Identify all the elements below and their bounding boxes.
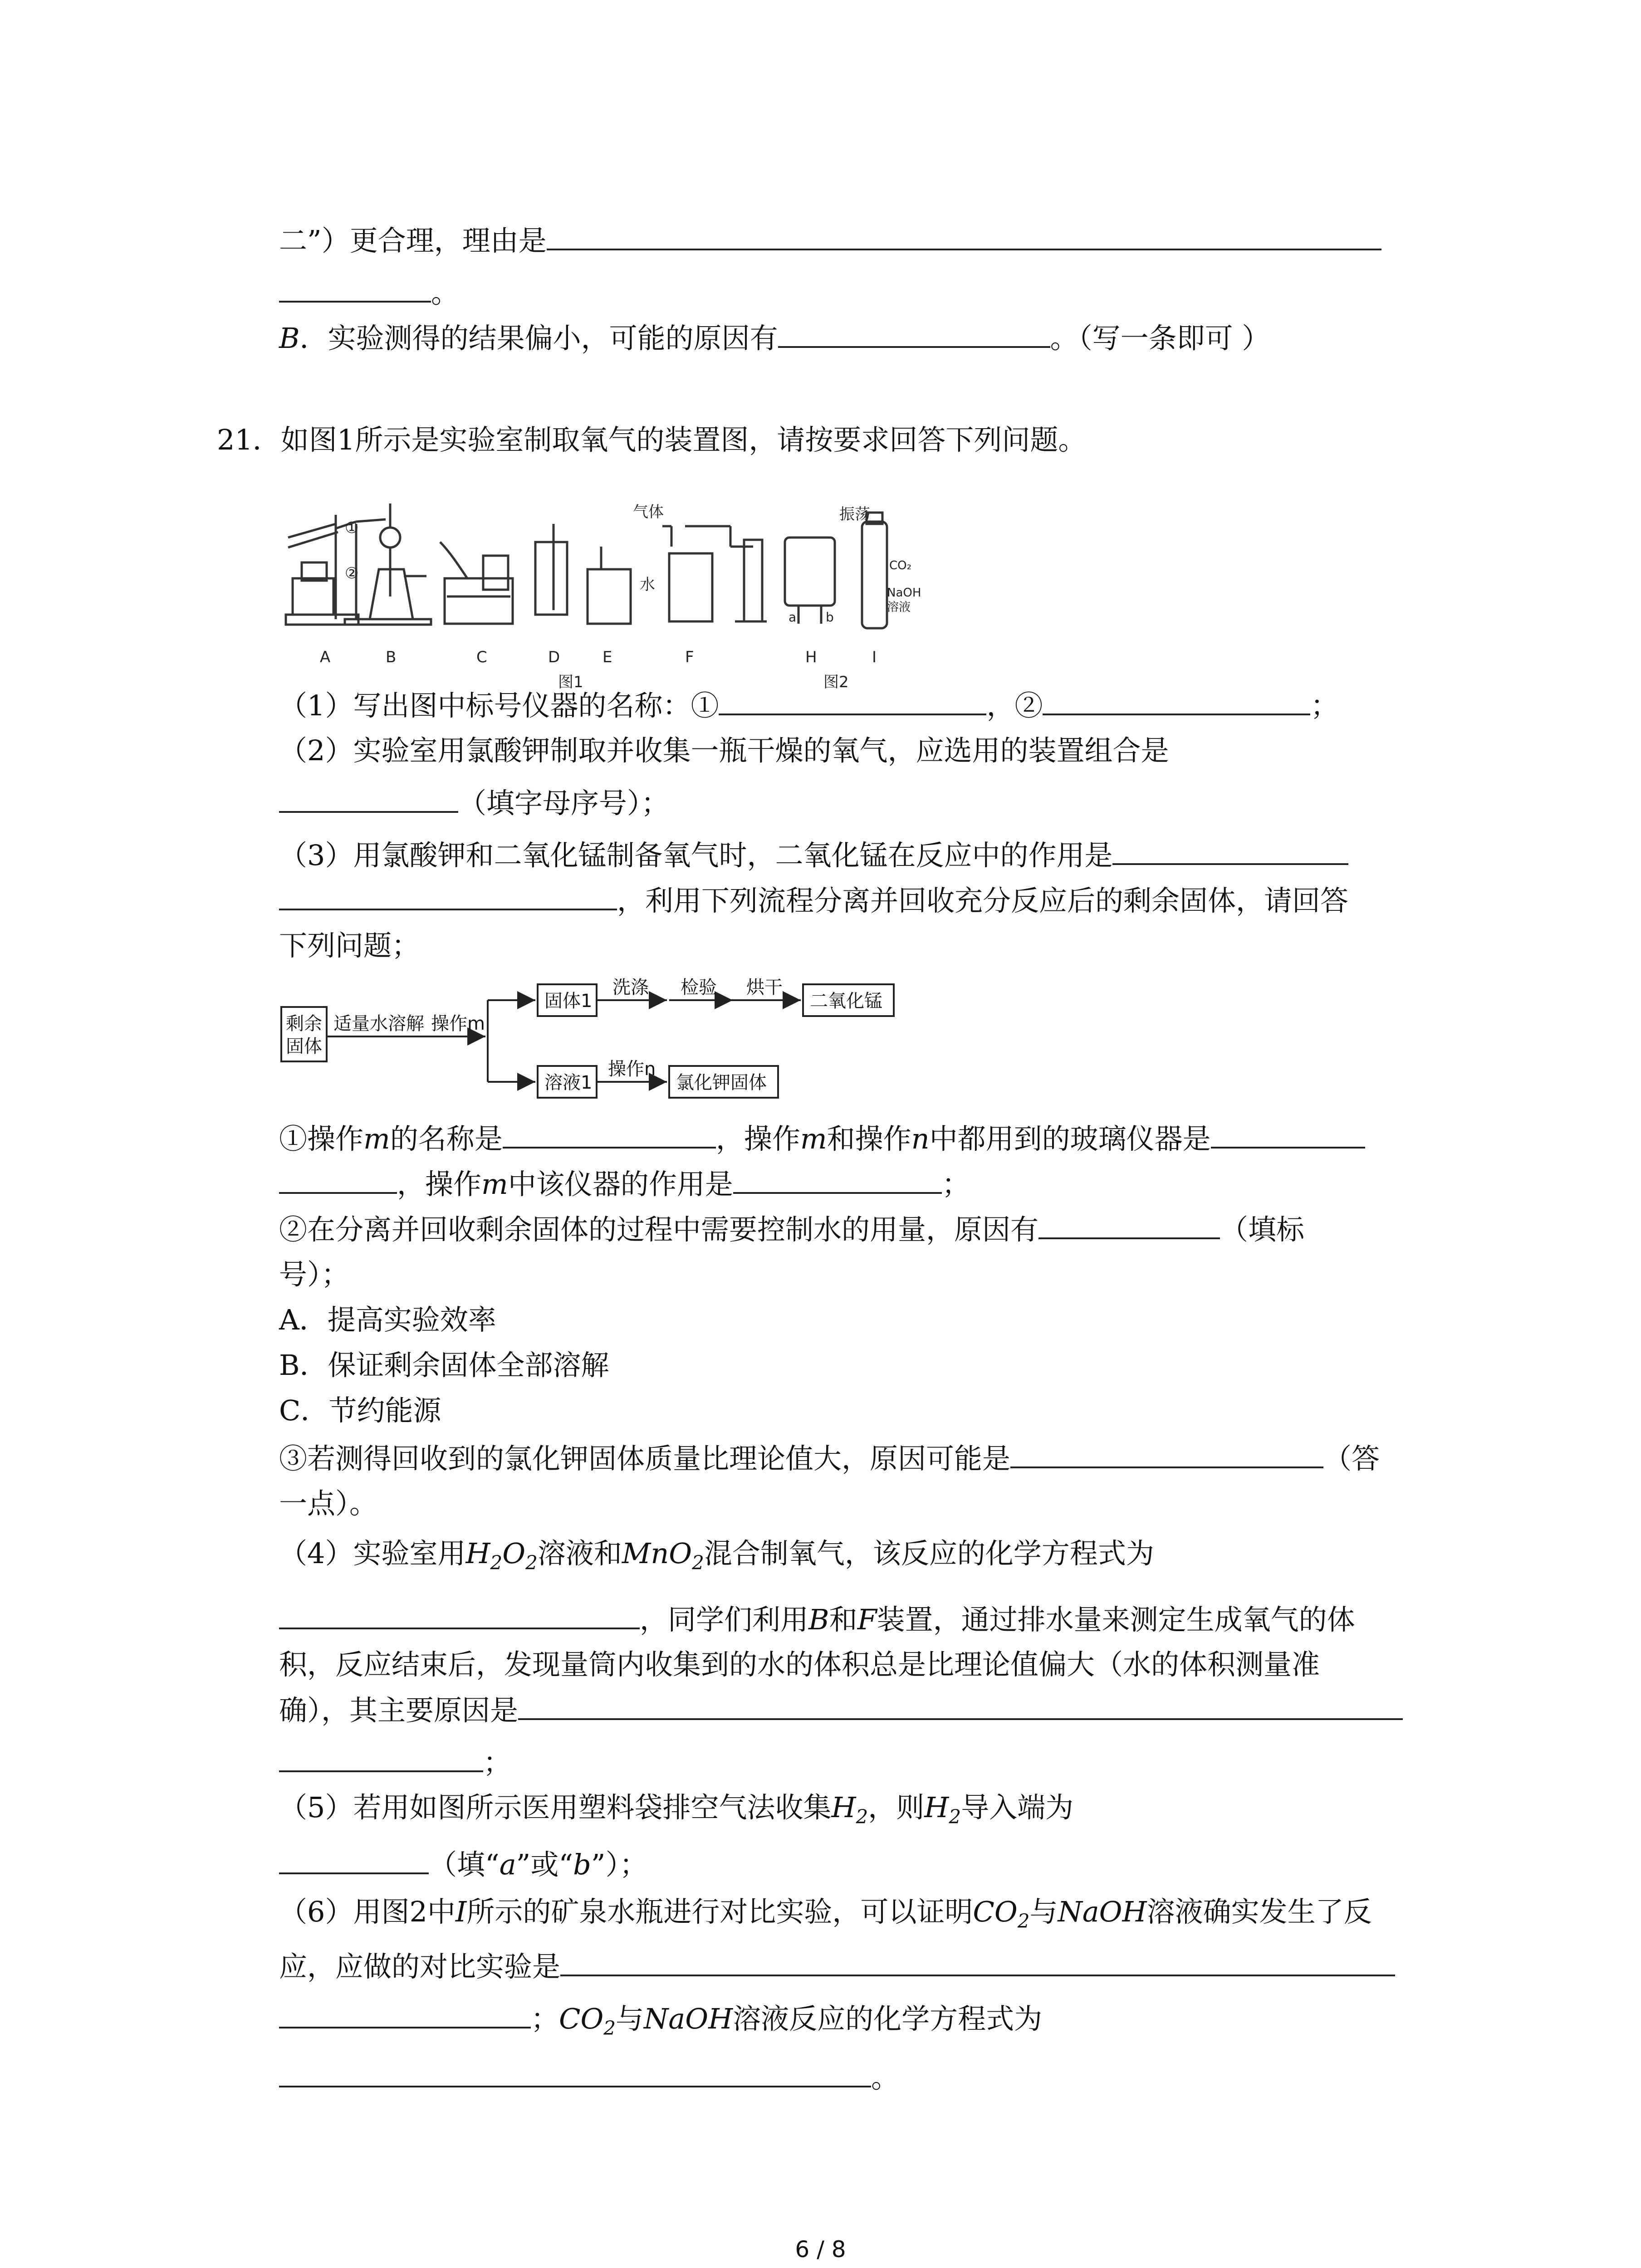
text-line: （5）若用如图所示医用塑料袋排空气法收集$H_2$，则$H_2$导入端为: [279, 1791, 1074, 1828]
flow-solid1: 固体1: [544, 991, 593, 1012]
answer-blank[interactable]: [279, 1744, 483, 1772]
solution-label: 溶液: [887, 601, 911, 614]
text-line: ③若测得回收到的氯化钾固体质量比理论值大，原因可能是 （答: [279, 1440, 1380, 1477]
label-c: C: [476, 648, 487, 666]
answer-blank[interactable]: [547, 222, 1381, 250]
flowchart: [279, 977, 914, 1102]
flow-dry: 烘干: [746, 977, 783, 998]
text-line: （1）写出图中标号仪器的名称：① ，② ；: [279, 687, 1338, 724]
text-line: 应，应做的对比实验是: [279, 1948, 1395, 1985]
apparatus-i: [862, 513, 887, 628]
label-f: F: [685, 648, 694, 666]
co2-label: CO₂: [889, 559, 912, 572]
apparatus-figure: [277, 488, 921, 691]
answer-blank[interactable]: [1112, 837, 1348, 865]
flow-start-2: 固体: [286, 1036, 322, 1057]
flow-op-n: 操作n: [608, 1059, 656, 1080]
answer-blank[interactable]: [279, 1601, 640, 1629]
port-b: b: [826, 610, 834, 625]
answer-blank[interactable]: [279, 1166, 397, 1194]
text-line: 确），其主要原因是: [279, 1692, 1403, 1729]
label-e: E: [603, 648, 612, 666]
answer-blank[interactable]: [719, 687, 986, 715]
apparatus-f: [662, 526, 767, 621]
text-line: （填“a”或“b”）；: [279, 1846, 647, 1883]
flow-start-1: 剩余: [286, 1013, 322, 1034]
gas-label: 气体: [633, 503, 664, 521]
answer-blank[interactable]: [1043, 687, 1310, 715]
text-line: ，利用下列流程分离并回收充分反应后的剩余固体，请回答: [279, 882, 1348, 919]
label-i: I: [872, 648, 877, 666]
text-line: 下列问题；: [279, 929, 420, 962]
text-line: （4）实验室用$H_2O_2$溶液和MnO$_2$混合制氧气，该反应的化学方程式为: [279, 1537, 1154, 1574]
flow-solution1: 溶液1: [544, 1072, 593, 1093]
text-line: 二”）更合理，理由是: [279, 222, 1381, 259]
text-line: ；$CO_2$与NaOH溶液反应的化学方程式为: [279, 2000, 1042, 2046]
text-line: 积，反应结束后，发现量筒内收集到的水的体积总是比理论值偏大（水的体积测量准: [279, 1648, 1320, 1681]
answer-blank[interactable]: [1010, 1440, 1323, 1468]
answer-blank[interactable]: [1038, 1211, 1220, 1239]
shake-label: 振荡: [839, 505, 870, 523]
answer-blank[interactable]: [778, 320, 1050, 348]
answer-blank[interactable]: [560, 1948, 1395, 1976]
flow-check: 检验: [681, 977, 717, 998]
text-line: （3）用氯酸钾和二氧化锰制备氧气时，二氧化锰在反应中的作用是: [279, 837, 1348, 874]
label-d: D: [548, 648, 560, 666]
apparatus-d: [535, 524, 567, 615]
text-line: 。: [279, 274, 459, 311]
text-line: （填字母序号）；: [279, 785, 669, 821]
answer-blank[interactable]: [279, 785, 458, 813]
flow-op-m: 操作m: [431, 1013, 485, 1034]
fig1-caption: 图1: [558, 673, 583, 691]
answer-blank[interactable]: [733, 1166, 942, 1194]
text-line: ①操作m的名称是 ，操作m和操作n中都用到的玻璃仪器是: [279, 1120, 1365, 1157]
text-line: （6）用图2中I所示的矿泉水瓶进行对比实验，可以证明$CO_2$与NaOH溶液确实发生了反: [279, 1895, 1372, 1932]
water-label: 水: [640, 576, 655, 594]
text-line: ；: [279, 1744, 511, 1781]
answer-blank[interactable]: [1211, 1120, 1365, 1149]
page-number: 6 / 8: [795, 2236, 846, 2263]
fig2-caption: 图2: [823, 673, 849, 691]
answer-blank[interactable]: [518, 1692, 1403, 1720]
flow-kcl: 氯化钾固体: [676, 1072, 767, 1093]
answer-blank[interactable]: [279, 1846, 429, 1874]
answer-blank[interactable]: [279, 882, 617, 910]
flow-wash: 洗涤: [612, 977, 649, 998]
label-a: A: [320, 648, 331, 666]
text-line: （2）实验室用氯酸钾制取并收集一瓶干燥的氧气，应选用的装置组合是: [279, 734, 1169, 767]
mark-2: ②: [345, 564, 359, 582]
apparatus-e: [588, 547, 631, 624]
question-title: 21．如图1所示是实验室制取氧气的装置图，请按要求回答下列问题。: [217, 423, 1087, 456]
answer-blank[interactable]: [279, 2000, 531, 2028]
text-line: 号）；: [279, 1258, 350, 1291]
mark-1: ①: [345, 519, 359, 537]
text-line: 一点）。: [279, 1487, 378, 1520]
option-b: B．保证剩余固体全部溶解: [279, 1349, 609, 1382]
answer-blank[interactable]: [279, 2059, 871, 2087]
label-b: B: [386, 648, 397, 666]
text-line: ②在分离并回收剩余固体的过程中需要控制水的用量，原因有 （填标: [279, 1211, 1304, 1248]
text-line: B．实验测得的结果偏小，可能的原因有 。（写一条即可 ）: [279, 320, 1270, 357]
flow-mno2: 二氧化锰: [810, 991, 882, 1012]
text-line: ，操作m中该仪器的作用是 ；: [279, 1166, 970, 1202]
text-line: ，同学们利用B和F装置，通过排水量来测定生成氧气的体: [279, 1601, 1355, 1638]
port-a: a: [789, 610, 797, 625]
answer-blank[interactable]: [279, 274, 431, 303]
answer-blank[interactable]: [503, 1120, 716, 1149]
option-c: C．节约能源: [279, 1394, 441, 1427]
apparatus-c: [440, 542, 513, 624]
naoh-label: NaOH: [887, 586, 921, 600]
flow-dissolve: 适量水溶解: [333, 1013, 424, 1034]
text-line: 。: [279, 2059, 899, 2096]
option-a: A．提高实验效率: [279, 1303, 496, 1336]
label-h: H: [805, 648, 817, 666]
